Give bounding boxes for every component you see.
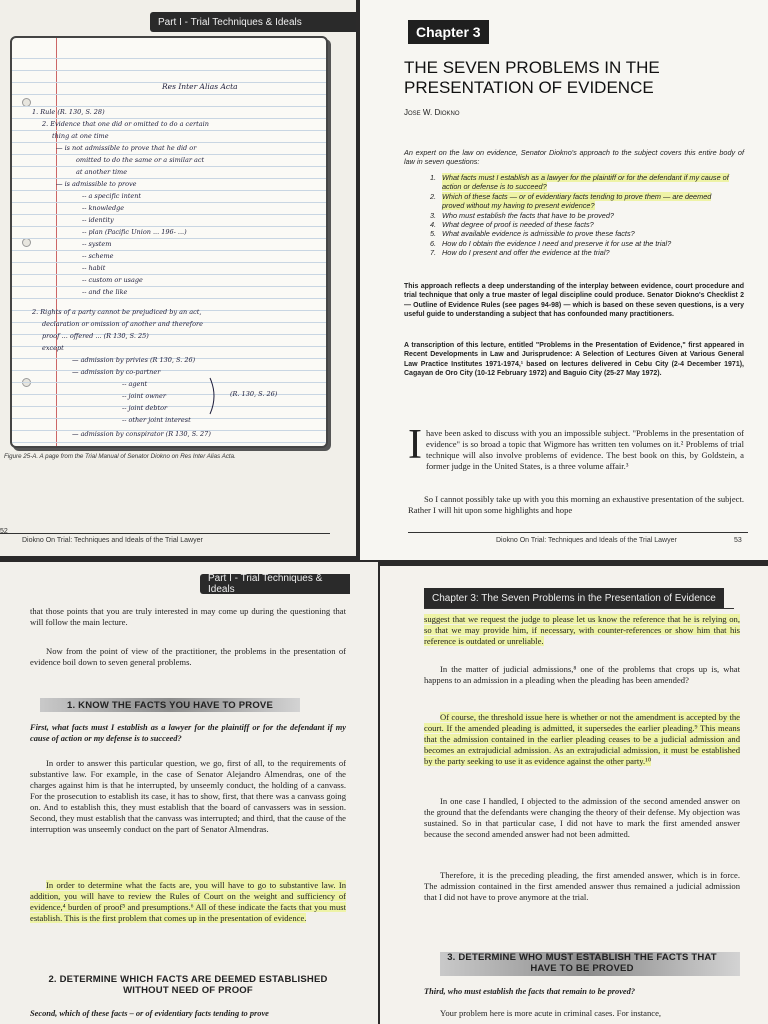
section-heading-2: 2. DETERMINE WHICH FACTS ARE DEEMED ESTABLISHED WITHOUT NEED OF PROOF (48, 974, 328, 996)
handwriting-line: -- scheme (82, 252, 114, 260)
question-3: Third, who must establish the facts that remain to be proved? (424, 987, 636, 996)
binder-hole (22, 238, 31, 247)
body-paragraph: In order to determine what the facts are, you will have to go to substantive law. In addition, you will have to review the Rules of Court on the weight and sufficiency of evidence,⁴ burden of proof⁵ and presumptions.⁶ All of these indicate the facts that you must establish. This is the first problem that comes up in the presentation of evidence. (30, 880, 346, 923)
ruled-line (12, 58, 326, 59)
running-footer: Diokno On Trial: Techniques and Ideals of the Trial Lawyer (22, 537, 203, 544)
header-rule (424, 608, 734, 609)
ruled-line (12, 190, 326, 191)
part-header-label: Part I - Trial Techniques & Ideals (208, 573, 323, 595)
question-2: Second, which of these facts – or of evidentiary facts tending to prove (30, 1009, 269, 1018)
lecture-opening: Ihave been asked to discuss with you an impossible subject. "Problems in the presentation of evidence" is so broad a topic that Wigmore has written ten volumes on it.² Problems of trial technique will also involve problems of evidence. The best book on this, by Goldstein, a former judge in the United States, is a three volume affair.³ (408, 422, 744, 471)
ruled-line (12, 166, 326, 167)
body-paragraph: Now from the point of view of the practitioner, the problems in the presentation of evidence boil down to seven general problems. (30, 646, 346, 667)
handwriting-line: -- a specific intent (82, 192, 142, 200)
footer-rule (0, 533, 330, 534)
intro-text: An expert on the law on evidence, Senator Diokno's approach to the subject covers this entire body of law in seven questions: (404, 148, 744, 167)
ruled-line (12, 370, 326, 371)
running-footer: Diokno On Trial: Techniques and Ideals of the Trial Lawyer (496, 537, 677, 544)
ruled-line (12, 274, 326, 275)
question-item: 6. How do I obtain the evidence I need and preserve it for use at the trial? (430, 238, 672, 248)
footer-rule (408, 532, 748, 533)
page-53 (360, 0, 768, 560)
handwriting-line: -- knowledge (82, 204, 125, 212)
handwriting-line: -- custom or usage (82, 276, 143, 284)
chapter-header (424, 588, 724, 608)
handwriting-line: omitted to do the same or a similar act (76, 156, 205, 164)
handwritten-notebook-page (10, 36, 328, 448)
handwriting-line: except (42, 344, 64, 352)
transcription-paragraph: A transcription of this lecture, entitled "Problems in the Presentation of Evidence," first appeared in Recent Developments in Law and Jurisprudence: A Selection of Lectures Given at Various General Law Practice Institutes 1971-1974,¹ based on lectures delivered in Cebu City (2-4 December 1971), Cagayan de Oro City (10-12 February 1972) and Baguio City (25-27 May 1972). (404, 342, 744, 378)
handwriting-line: -- other joint interest (122, 416, 191, 424)
handwriting-line: — is admissible to prove (56, 180, 137, 188)
handwriting-line: — admission by conspirator (R 130, S. 27) (72, 430, 211, 438)
part-header (200, 574, 350, 594)
handwriting-line: -- joint owner (122, 392, 166, 400)
ruled-line (12, 106, 326, 107)
handwriting-line: — admission by co-partner (72, 368, 161, 376)
chapter-header-label: Chapter 3: The Seven Problems in the Presentation of Evidence (432, 592, 716, 604)
ruled-line (12, 262, 326, 263)
ruled-line (12, 94, 326, 95)
handwriting-line: -- plan (Pacific Union ... 196- ...) (82, 228, 187, 236)
body-paragraph: In one case I handled, I objected to the admission of the second amended answer on the ground that the defendants were changing the theory of their defense. My objection was sustained. So in that particular case, I did not have to mark the first amended answer because the second amended answer had not been admitted. (424, 796, 740, 839)
body-paragraph: In order to answer this particular question, we go, first of all, to the requirements of substantive law. For example, in the case of Senator Alejandro Almendras, one of the charges against him is that he interrupted, by unseemly conduct, the holding of a canvass. For the prosecution to establish its case, it has to show, first, that there was a canvass going on. And to establish this, they must establish that the board of canvassers was in session. Second, they must establish that the canvass was interrupted; and third, that the cause of the interruption was unseemly conduct on the part of Senator Almendras. (30, 758, 346, 834)
chapter-title: THE SEVEN PROBLEMS IN THE PRESENTATION OF EVIDENCE (404, 58, 660, 97)
handwriting-line: at another time (76, 168, 128, 176)
page-number: 53 (734, 537, 742, 544)
handwriting-line: — admission by privies (R 130, S. 26) (72, 356, 196, 364)
ruled-line (12, 226, 326, 227)
page-bottom-right (380, 566, 768, 1024)
ruled-line (12, 70, 326, 71)
page-bottom-left (0, 562, 378, 1024)
ruled-line (12, 214, 326, 215)
question-item: 5. What available evidence is admissible to prove these facts? (430, 229, 635, 239)
ruled-line (12, 154, 326, 155)
ruled-line (12, 118, 326, 119)
handwriting-line: thing at one time (52, 132, 109, 140)
question-item: 1. What facts must I establish as a lawyer for the plaintiff or for the defendant if my cause of action or defense is to succeed? (430, 173, 729, 192)
handwriting-line: proof ... offered ... (R 130, S. 25) (42, 332, 149, 340)
question-1: First, what facts must I establish as a lawyer for the plaintiff or for the defendant if my cause of action or my defense is to succeed? (30, 723, 346, 743)
ruled-line (12, 238, 326, 239)
side-note: (R. 130, S. 26) (230, 390, 278, 398)
ruled-line (12, 298, 326, 299)
ruled-line (12, 178, 326, 179)
section-heading-3: 3. DETERMINE WHO MUST ESTABLISH THE FACTS THAT HAVE TO BE PROVED (447, 952, 717, 974)
body-paragraph: Of course, the threshold issue here is whether or not the amendment is accepted by the court. If the amended pleading is admitted, it supersedes the earlier pleading.⁹ This means that the admission contained in the earlier pleading ceases to be a judicial admission and becomes an extrajudicial admission. As an extrajudicial admission, it must be established by the party seeking to use it as evidence against the other party.¹⁰ (424, 712, 740, 766)
ruled-line (12, 202, 326, 203)
handwriting-line: 2. Rights of a party cannot be prejudiced by an act, (32, 308, 202, 316)
margin-line (56, 38, 57, 446)
question-item: 3. Who must establish the facts that have to be proved? (430, 210, 614, 220)
handwriting-line: — is not admissible to prove that he did or (56, 144, 197, 152)
handwriting-line: 2. Evidence that one did or omitted to do a certain (42, 120, 209, 128)
body-paragraph: Therefore, it is the preceding pleading, the first amended answer, which is in force. The admission contained in the first amended answer thus remained a judicial admission that I did not have to prove anymore at the trial. (424, 870, 740, 902)
section-heading-1: 1. KNOW THE FACTS YOU HAVE TO PROVE (67, 700, 273, 711)
page-52 (0, 0, 356, 556)
handwriting-line: -- system (82, 240, 112, 248)
handwriting-line: -- identity (82, 216, 114, 224)
handwriting-line: -- joint debtor (122, 404, 168, 412)
handwriting-line: -- and the like (82, 288, 128, 296)
ruled-line (12, 250, 326, 251)
body-paragraph: Your problem here is more acute in criminal cases. For instance, (440, 1008, 662, 1018)
page-number: 52 (0, 528, 8, 535)
drop-cap: I (408, 422, 422, 468)
body-paragraph: In the matter of judicial admissions,⁸ one of the problems that crops up is, what happens to an admission in a pleading when the pleading has been amended? (424, 664, 740, 685)
chapter-tag: Chapter 3 (408, 20, 489, 44)
body-paragraph: suggest that we request the judge to please let us know the reference that he is relying on, so that we may provide him, if necessary, with counter-references or show him that his reference is outdated or unreliable. (424, 614, 740, 646)
part-header-label: Part I - Trial Techniques & Ideals (158, 16, 302, 28)
ruled-line (12, 142, 326, 143)
question-item: 4. What degree of proof is needed of these facts? (430, 220, 594, 230)
handwriting-line: -- habit (82, 264, 106, 272)
handwriting-line: 1. Rule (R. 130, S. 28) (32, 108, 105, 116)
ruled-line (12, 442, 326, 443)
handwriting-line: -- agent (122, 380, 148, 388)
part-header (150, 12, 356, 32)
question-item: 2. Which of these facts — or of evidentiary facts tending to prove them — are deemed proved without my having to present evidence? (430, 191, 712, 211)
seven-questions-list (430, 173, 735, 258)
ruled-line (12, 286, 326, 287)
lecture-paragraph: So I cannot possibly take up with you this morning an exhaustive presentation of the subject. Rather I will hit upon some highlights and hope (408, 494, 744, 515)
approach-paragraph: This approach reflects a deep understanding of the interplay between evidence, court procedure and trial technique that only a true master of legal discipline could produce. Senator Diokno's Checklist 2 — Outline of Evidence Rules (see pages 94-98) — which is based on these seven questions, is a very useful guide to understanding a subject that has confounded many practitioners. (404, 283, 744, 319)
question-item: 7. How do I present and offer the evidence at the trial? (430, 248, 610, 258)
figure-caption: Figure 25-A. A page from the Trial Manual of Senator Diokno on Res Inter Alias Acta. (4, 453, 236, 460)
handwriting-line: declaration or omission of another and therefore (42, 320, 203, 328)
body-paragraph: that those points that you are truly interested in may come up during the questioning that will follow the main lecture. (30, 606, 346, 627)
handwriting-line: Res Inter Alias Acta (162, 82, 238, 91)
author-name: Jose W. Diokno (404, 108, 460, 117)
ruled-line (12, 130, 326, 131)
